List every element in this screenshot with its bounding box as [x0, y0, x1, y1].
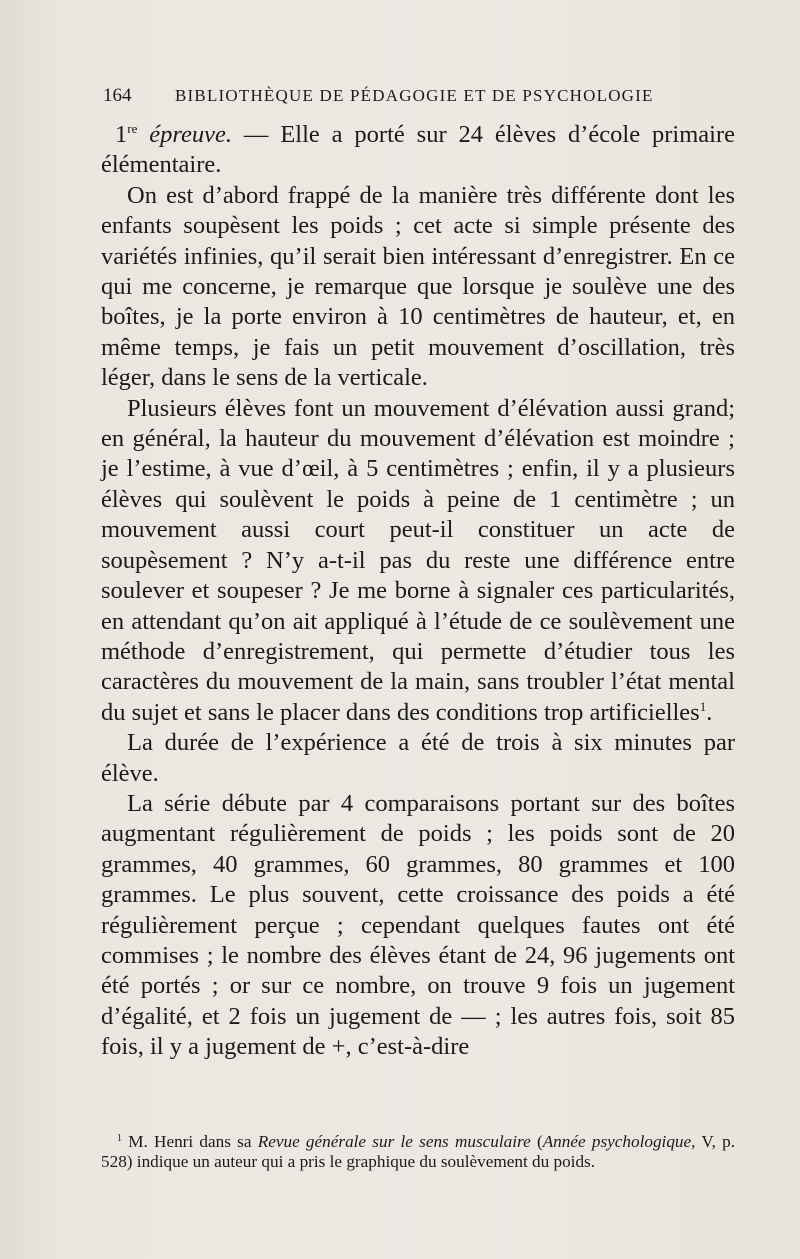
- ordinal-sup: re: [127, 121, 138, 136]
- paragraph-4: La durée de l’expérience a été de trois à six minutes par élève.: [101, 729, 735, 787]
- paragraph-2: On est d’abord frappé de la manière très différente dont les enfants soupèsent les poids ; cet acte si simple présente des variétés infinies, qu’il serait bien intéressant d’enregistrer. En ce qui me concerne, je remarque que lorsque je soulève une des boîtes, je la porte environ à 10 centimètres de hauteur, et, en même temps, je fais un petit mouvement d’oscillation, très léger, dans le sens de la verticale.: [101, 181, 735, 392]
- paragraph-3-end: .: [706, 698, 713, 726]
- ordinal: 1: [115, 121, 128, 148]
- footnote-before: M. Henri dans sa: [122, 1132, 258, 1151]
- footnote-marker: 1: [117, 1133, 122, 1144]
- footnote-after: , V, p. 528) indique un auteur qui a pris le graphique du soulèvement du poids.: [101, 1132, 735, 1171]
- footnote-italic-1: Revue générale sur le sens musculaire: [257, 1132, 531, 1151]
- footnote-text: [101, 1132, 735, 1172]
- paragraph-1-text: — Elle a porté sur 24 élèves d’école primaire élémentaire.: [101, 121, 736, 179]
- footnote: [101, 1132, 735, 1172]
- paragraph-1: [101, 120, 735, 181]
- paragraph-5: La série débute par 4 comparaisons portant sur des boîtes augmentant régulièrement de poids ; les poids sont de 20 grammes, 40 grammes, 60 grammes, 80 grammes et 100 grammes. Le plus souvent, cette croissance des poids a été régulièrement perçue ; cependant quelques fautes ont été commises ; le nombre des élèves étant de 24, 96 jugements ont été portés ; or sur ce nombre, on trouve 9 fois un jugement d’égalité, et 2 fois un jugement de — ; les autres fois, soit 85 fois, il y a jugement de +, c’est-à-dire: [101, 789, 735, 1061]
- footnote-italic-2: Année psychologique: [542, 1132, 692, 1151]
- paragraph-3: [101, 394, 735, 728]
- running-title: BIBLIOTHÈQUE DE PÉDAGOGIE ET DE PSYCHOLOGIE: [175, 86, 654, 105]
- main-text: [101, 120, 735, 1063]
- lead-italic: épreuve.: [149, 121, 233, 148]
- paragraph-3-text: Plusieurs élèves font un mouvement d’élévation aussi grand; en général, la hauteur du mouvement d’élévation est moindre ; je l’estime, à vue d’œil, à 5 centimètres ; enfin, il y a plusieurs élèves qui soulèvent le poids à peine de 1 centimètre ; un mouvement aussi court peut-il constituer un acte de soupèsement ? N’y a-t-il pas du reste une différence entre soulever et soupeser ? Je me borne à signaler ces particularités, en attendant qu’on ait appliqué à l’étude de ce soulèvement une méthode d’enregistrement, qui permette d’étudier tous les caractères du mouvement de la main, sans troubler l’état mental du sujet et sans le placer dans des conditions trop artificielles: [101, 394, 735, 726]
- footnote-ref: 1: [699, 698, 707, 714]
- footnote-paren: (: [530, 1132, 543, 1151]
- page-number: 164: [103, 85, 132, 106]
